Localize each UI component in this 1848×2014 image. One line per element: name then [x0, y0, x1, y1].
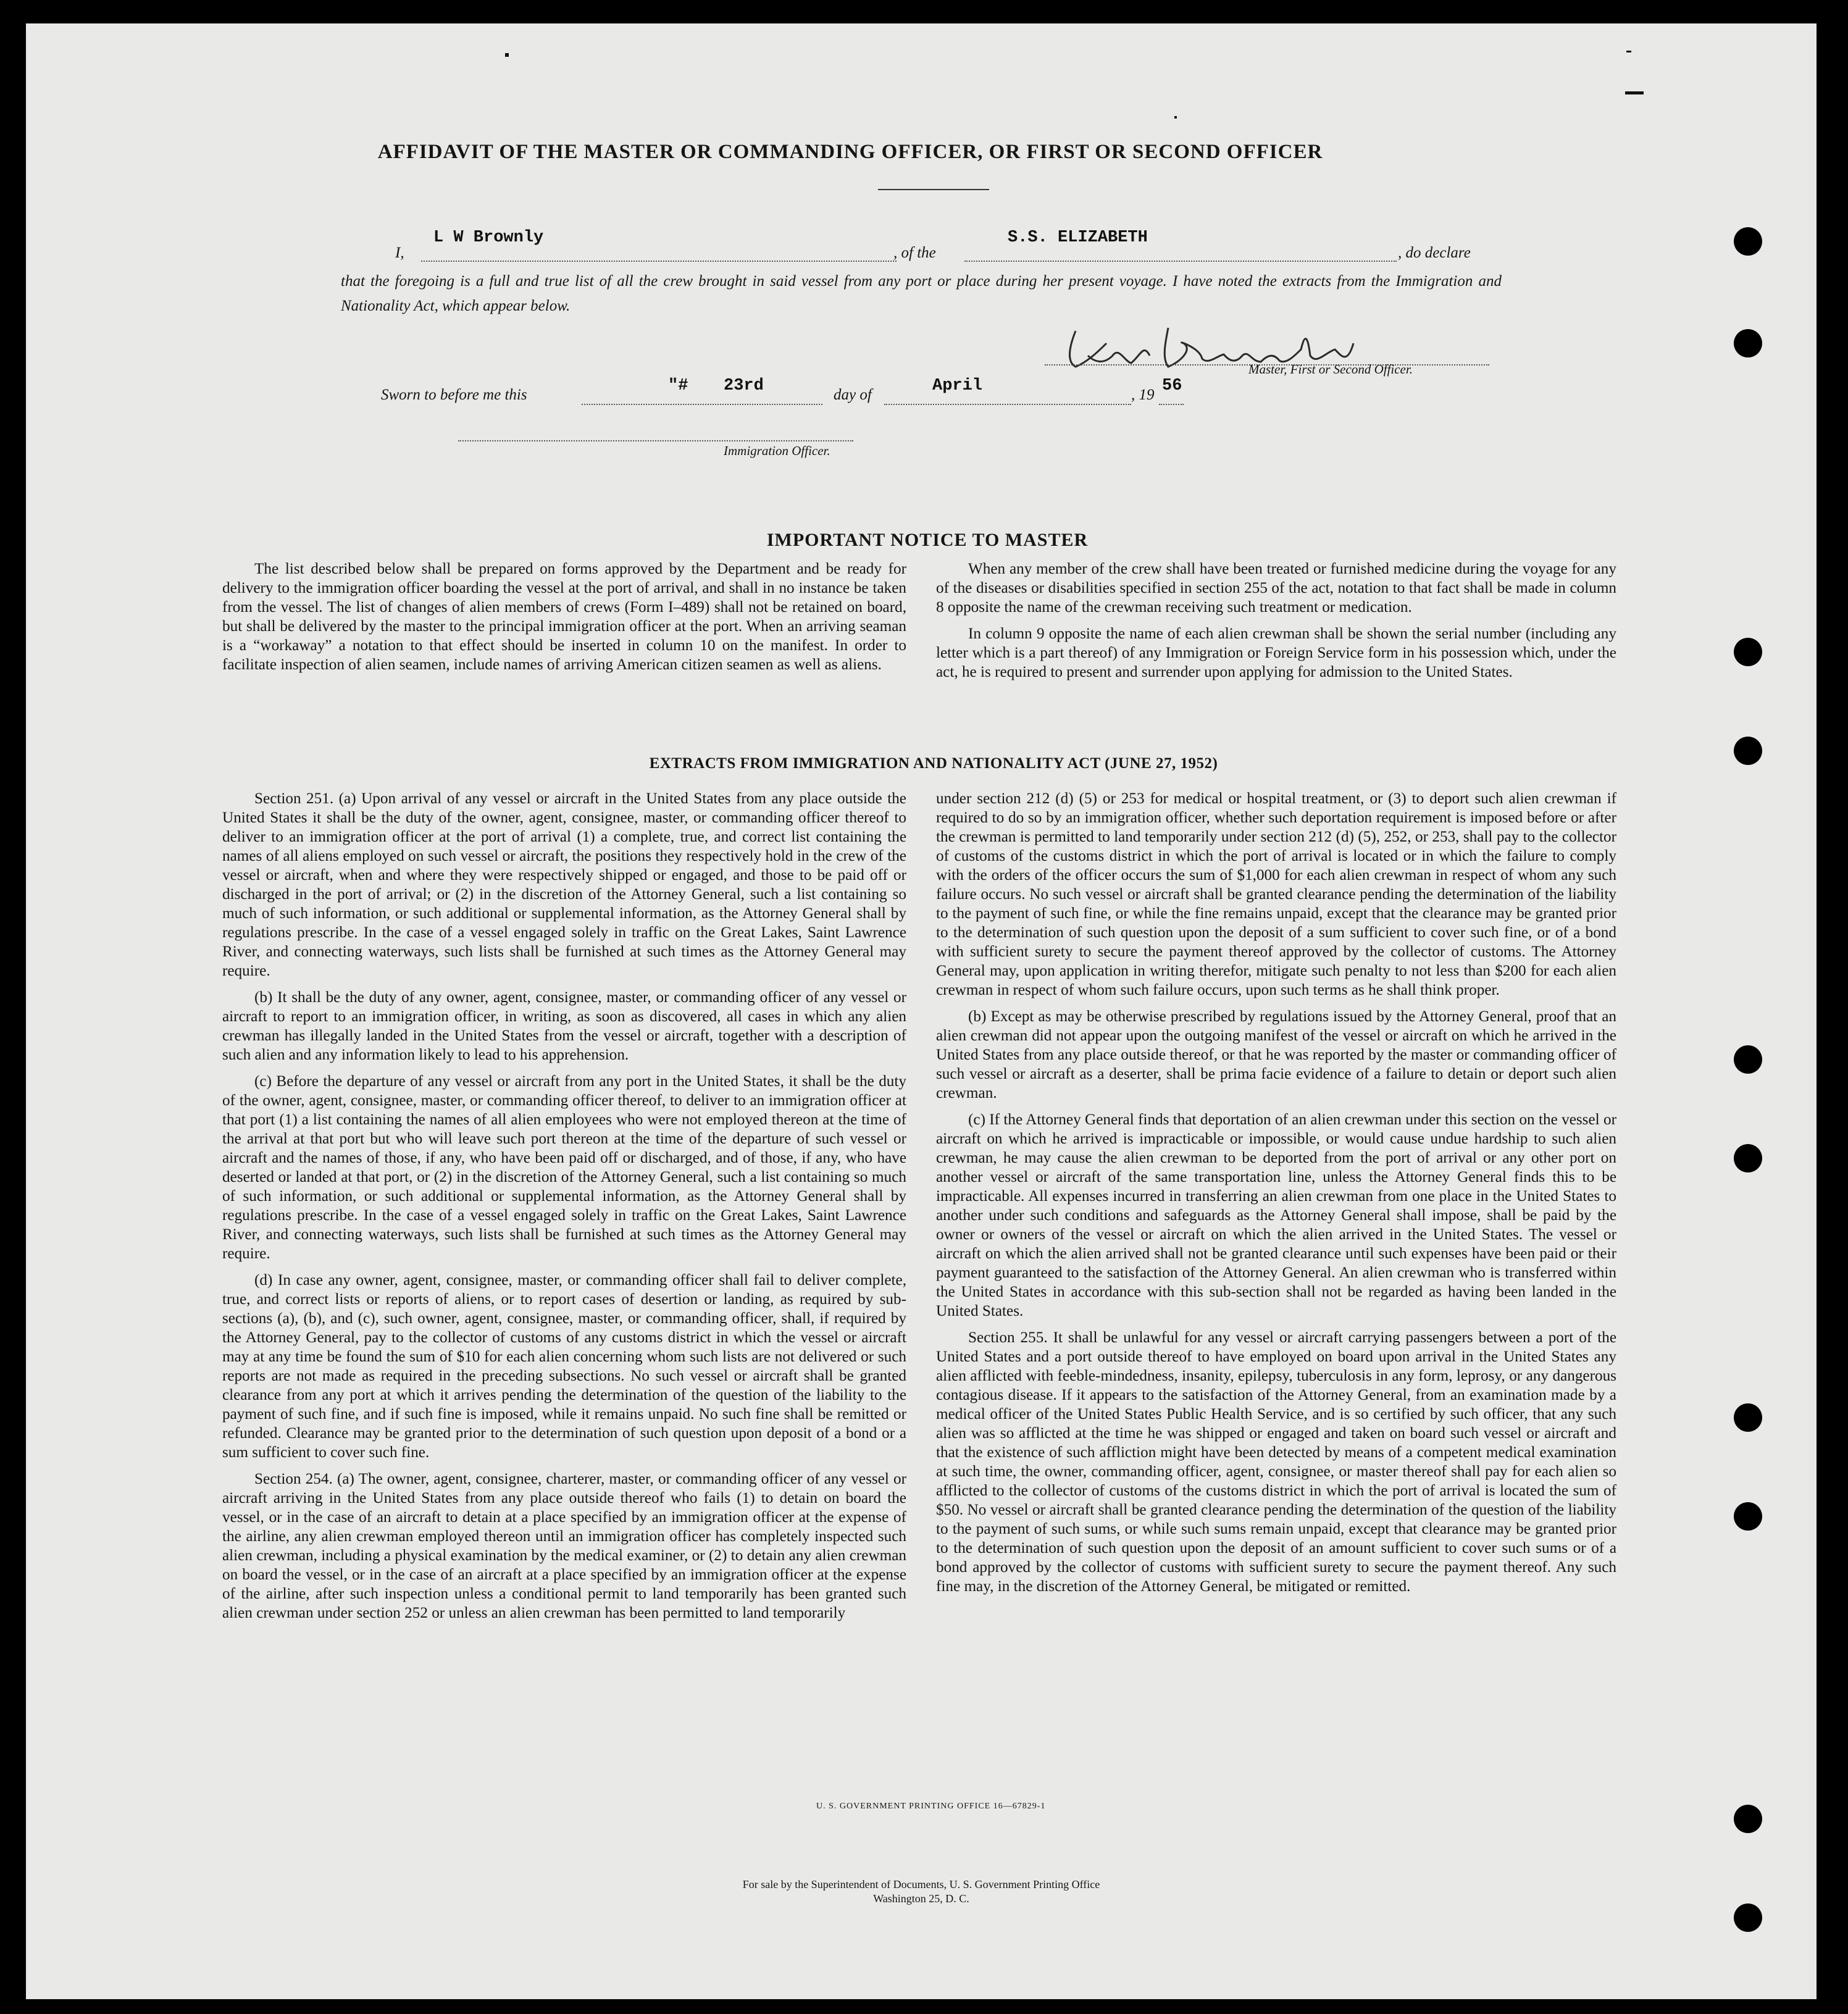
punch-hole — [1734, 1045, 1762, 1074]
of-the-label: , of the — [893, 244, 936, 261]
year-prefix: , 19 — [1131, 387, 1155, 403]
punch-hole — [1734, 1502, 1762, 1531]
punch-hole — [1734, 638, 1762, 666]
sworn-label: Sworn to before me this — [381, 387, 527, 403]
section-254-a: Section 254. (a) The owner, agent, consignee, charterer, master, or commanding officer of any vessel or aircraft arriving in the United States from any place outside thereof who fails (1) to detain on board the vessel, or in the case of an aircraft to detain at a place specified by an immigration officer at the expense of the airline, any alien crewman employed thereon until an immigration officer has completely inspected such alien crewman, including a physical examination by the medical examiner, or (2) to detain any alien crewman on board the vessel, or in the case of an aircraft at a place specified by an immigration officer at the expense of the airline, after such inspection unless a conditional permit to land temporarily has been granted such alien crewman under section 252 or unless an alien crewman has been permitted to land temporarily — [222, 1471, 906, 1621]
notice-left-column — [222, 559, 906, 682]
officer-name-line — [421, 261, 897, 262]
section-254-a-continued: under section 212 (d) (5) or 253 for medical or hospital treatment, or (3) to deport such alien crewman if required to do so by an immigration officer, whether such deportation requirement is imposed before or after the crewman is permitted to land temporarily under section 212 (d) (5), 252, or 253, shall pay to the collector of customs of the customs district in which the port of arrival is located or in which the failure to comply with the orders of the officer occurs the sum of $1,000 for each alien crewman in respect of whom any such failure occurs. No such vessel or aircraft shall be granted clearance pending the determination of the liability to the payment of such fine, or while the fine remains unpaid, except that the clearance may be granted prior to the determination of such question upon the deposit of a sum sufficient to cover such fine, or of a bond with sufficient surety to secure the payment thereof approved by the collector of customs. The Attorney General may, upon application in writing therefor, mitigate such penalty to not less than $200 for each alien crewman in respect of whom such failure occurs, upon such terms as he shall think proper. — [936, 790, 1616, 998]
section-254-c: (c) If the Attorney General finds that deportation of an alien crewman under this section on the vessel or aircraft on which he arrived is impracticable or impossible, or would cause undue hardship to such alien crewman, he may cause the alien crewman to be deported from the port of arrival or any other port on another vessel or aircraft of the same transportation line, unless the Attorney General finds this to be impracticable. All expenses incurred in transferring an alien crewman from one place in the United States to another under such conditions and safeguards as the Attorney General shall impose, shall be paid by the owner or owners of the vessel or aircraft on which the alien arrived in the United States. The vessel or aircraft on which the alien arrived shall not be granted clearance until such expenses have been paid or their payment guaranteed to the satisfaction of the Attorney General. An alien crewman who is transferred within the United States in accordance with this sub-section shall not be regarded as having been landed in the United States. — [936, 1111, 1616, 1319]
document-page — [26, 23, 1817, 1999]
do-declare-label: , do declare — [1398, 244, 1471, 261]
punch-hole — [1734, 1805, 1762, 1833]
vessel-line — [964, 261, 1397, 262]
punch-hole — [1734, 1903, 1762, 1932]
declaration-text: that the foregoing is a full and true list of all the crew brought in said vessel from any port or place during her present voyage. I have noted the extracts from the Immigration and Nationality Act, which appear below. — [341, 273, 1502, 314]
punch-hole — [1734, 329, 1762, 357]
extracts-left-column — [222, 789, 906, 1630]
vessel-name: S.S. ELIZABETH — [1008, 228, 1148, 247]
title-rule — [878, 189, 989, 190]
sworn-month: April — [932, 377, 983, 395]
i-label: I, — [395, 244, 404, 261]
notice-left-paragraph: The list described below shall be prepared on forms approved by the Department and be ready for delivery to the immigration officer boarding the vessel at the port of arrival, and shall in no instance be taken from the vessel. The list of changes of alien members of crews (Form I–489) shall not be retained on board, but shall be delivered by the master to the principal immigration officer at the port. When an arriving seaman is a “workaway” a notation to that effect should be inserted in column 10 on the manifest. In order to facilitate inspection of alien seamen, include names of arriving American citizen seamen as well as aliens. — [222, 561, 906, 673]
extracts-title: EXTRACTS FROM IMMIGRATION AND NATIONALITY ACT (JUNE 27, 1952) — [649, 755, 1218, 772]
section-251-c: (c) Before the departure of any vessel or aircraft from any port in the United States, it shall be the duty of the owner, agent, consignee, master, or commanding officer thereof, to deliver to an immigration officer at that port (1) a list containing the names of all alien employees who were not employed thereon at the time of the arrival at that port but who will leave such port thereon at the time of the departure of such vessel or aircraft and the names of those, if any, who have been paid off or discharged, and of those, if any, who have deserted or landed at that port, or (2) in the discretion of the Attorney General, such a list containing so much of such information, or such additional or supplemental information, as the Attorney General shall by regulations prescribe. In the case of a vessel engaged solely in traffic on the Great Lakes, Saint Lawrence River, and connecting waterways, such lists shall be furnished at such times as the Attorney General may require. — [222, 1073, 906, 1262]
month-line — [884, 404, 1131, 405]
section-251-d: (d) In case any owner, agent, consignee, master, or commanding officer shall fail to deliver complete, true, and correct lists or reports of aliens, or to report cases of desertion or landing, as required by sub-sections (a), (b), and (c), such owner, agent, consignee, master, or commanding officer, shall, if required by the Attorney General, pay to the collector of customs of any customs district in which the vessel or aircraft may at any time be found the sum of $10 for each alien concerning whom such lists are not delivered or such reports are not made as required in the preceding subsections. No such vessel or aircraft shall be granted clearance from any port at which it arrives pending the determination of the question of the liability to the payment of such fine, and if such fine is imposed, while it remains unpaid. No such fine shall be remitted or refunded. Clearance may be granted prior to the determination of such question upon deposit of a bond or a sum sufficient to cover such fine. — [222, 1272, 906, 1461]
section-255: Section 255. It shall be unlawful for any vessel or aircraft carrying passengers between a port of the United States and a port outside thereof to have employed on board upon arrival in the United States any alien afflicted with feeble-mindedness, insanity, epilepsy, tuberculosis in any form, leprosy, or any dangerous contagious disease. If it appears to the satisfaction of the Attorney General, from an examination made by a medical officer of the United States Public Health Service, and is so certified by such officer, that any such alien was so afflicted at the time he was shipped or engaged and taken on board such vessel or aircraft and that the existence of such affliction might have been detected by means of a competent medical examination at such time, the owner, commanding officer, agent, consignee, or master thereof shall pay for each alien so afflicted to the collector of customs of the customs district in which the port of arrival is located the sum of $50. No vessel or aircraft shall be granted clearance pending the determination of the question of the liability to the payment of such sums, or while such sums remain unpaid, except that clearance may be granted prior to the determination of such question upon the deposit of an amount sufficient to cover such sums or of a bond approved by the collector of customs with sufficient surety to secure the payment thereof. Any such fine may, in the discretion of the Attorney General, be mitigated or remitted. — [936, 1329, 1616, 1595]
affidavit-title: AFFIDAVIT OF THE MASTER OR COMMANDING OFFICER, OR FIRST OR SECOND OFFICER — [377, 141, 1323, 163]
day-line — [582, 404, 822, 405]
speck — [1174, 116, 1177, 119]
day-of-label: day of — [834, 387, 872, 403]
sworn-year: 56 — [1162, 377, 1182, 395]
officer-name: L W Brownly — [433, 228, 544, 247]
sale-notice — [582, 1878, 1261, 1906]
notice-title: IMPORTANT NOTICE TO MASTER — [766, 530, 1089, 550]
sale-line-1: For sale by the Superintendent of Documents, U. S. Government Printing Office — [742, 1878, 1100, 1891]
sworn-mark: "# — [668, 377, 688, 395]
signature-caption: Master, First or Second Officer. — [1248, 362, 1413, 377]
gpo-imprint: U. S. GOVERNMENT PRINTING OFFICE 16—67829-1 — [816, 1802, 1046, 1811]
immigration-officer-label: Immigration Officer. — [724, 443, 830, 458]
notice-right-column — [936, 559, 1616, 689]
section-254-b: (b) Except as may be otherwise prescribed by regulations issued by the Attorney General, proof that an alien crewman did not appear upon the outgoing manifest of the vessel or aircraft on which he arrived in the United States from any place outside thereof, or that he was reported by the master or commanding officer of such vessel or aircraft as a deserter, shall be prima facie evidence of a failure to detain or deport such alien crewman. — [936, 1008, 1616, 1101]
punch-hole — [1734, 1144, 1762, 1172]
section-251-b: (b) It shall be the duty of any owner, agent, consignee, master, or commanding officer of any vessel or aircraft to report to an immigration officer, in writing, as soon as discovered, all cases in which any alien crewman has illegally landed in the United States from the vessel or aircraft, together with a description of such alien and any information likely to lead to his apprehension. — [222, 989, 906, 1063]
notice-right-paragraph-2: In column 9 opposite the name of each alien crewman shall be shown the serial number (including any letter which is a part thereof) of any Immigration or Foreign Service form in his possession which, under the act, he is required to present and surrender upon applying for admission to the United States. — [936, 625, 1616, 680]
speck — [1625, 91, 1644, 94]
sworn-day: 23rd — [724, 377, 764, 395]
punch-hole — [1734, 1403, 1762, 1432]
year-line — [1159, 404, 1184, 405]
sale-line-2: Washington 25, D. C. — [873, 1892, 969, 1905]
immigration-officer-line — [458, 440, 853, 441]
speck — [1626, 51, 1631, 52]
notice-right-paragraph-1: When any member of the crew shall have been treated or furnished medicine during the voyage for any of the diseases or disabilities specified in section 255 of the act, notation to that fact shall be made in column 8 opposite the name of the crewman receiving such treatment or medication. — [936, 561, 1616, 616]
punch-hole — [1734, 737, 1762, 765]
extracts-right-column — [936, 789, 1616, 1603]
punch-hole — [1734, 227, 1762, 256]
speck — [505, 53, 509, 57]
section-251-a: Section 251. (a) Upon arrival of any vessel or aircraft in the United States from any place outside the United States it shall be the duty of the owner, agent, consignee, master, or commanding officer thereof to deliver to an immigration officer at the port of arrival (1) a complete, true, and correct list containing the names of all aliens employed on such vessel or aircraft, the positions they respectively hold in the crew of the vessel or aircraft, when and where they were respectively shipped or engaged, and those to be paid off or discharged in the port of arrival; or (2) in the discretion of the Attorney General, such a list containing so much of such information, or such additional or supplemental information, as the Attorney General shall by regulations prescribe. In the case of a vessel engaged solely in traffic on the Great Lakes, Saint Lawrence River, and connecting waterways, such lists shall be furnished at such times as the Attorney General may require. — [222, 790, 906, 979]
